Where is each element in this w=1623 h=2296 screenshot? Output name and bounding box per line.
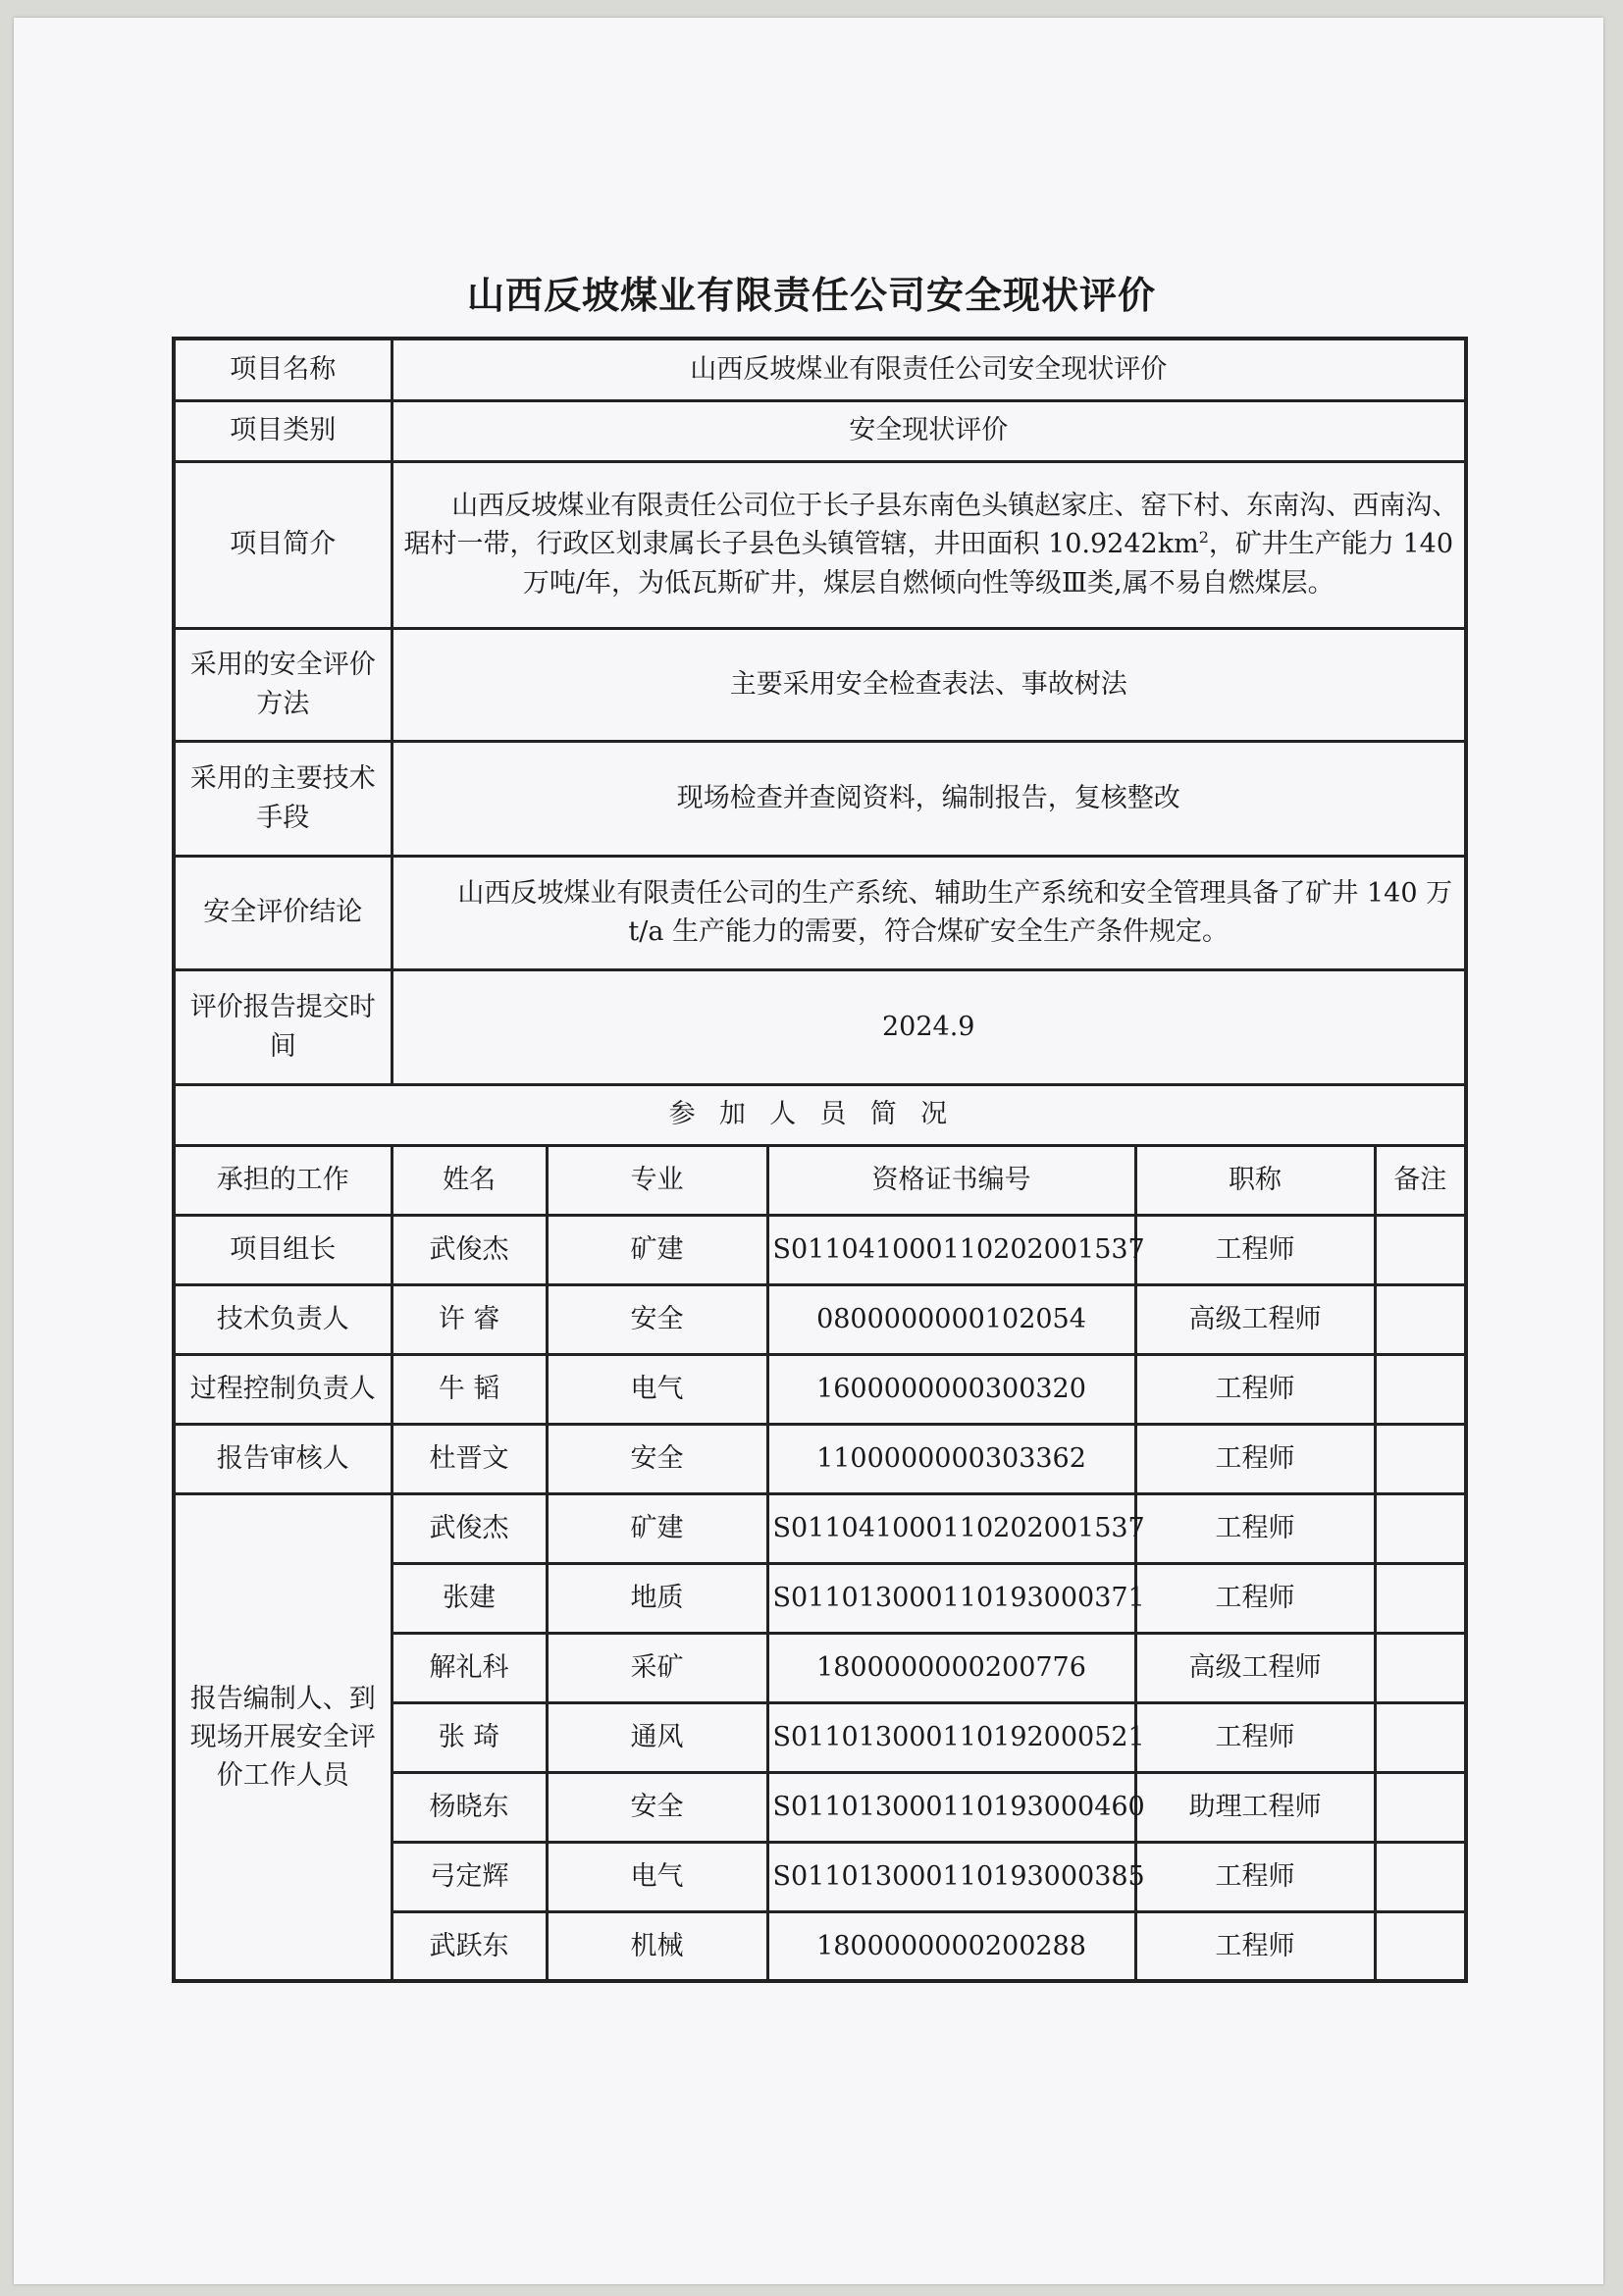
note-cell [1375, 1424, 1466, 1493]
project-type-label: 项目类别 [174, 400, 392, 461]
role-cell: 项目组长 [174, 1215, 392, 1284]
note-cell [1375, 1911, 1466, 1981]
row-project-summary [174, 461, 1466, 628]
header-note: 备注 [1375, 1145, 1466, 1215]
evaluation-table [172, 337, 1468, 1983]
major-cell: 矿建 [547, 1215, 767, 1284]
personnel-header-row [174, 1145, 1466, 1215]
note-cell [1375, 1563, 1466, 1633]
title-cell: 工程师 [1135, 1563, 1375, 1633]
note-cell [1375, 1702, 1466, 1772]
row-evaluation-conclusion [174, 856, 1466, 969]
major-cell: 机械 [547, 1911, 767, 1981]
major-cell: 地质 [547, 1563, 767, 1633]
project-summary-label: 项目简介 [174, 461, 392, 628]
header-major: 专业 [547, 1145, 767, 1215]
cert-cell: 1800000000200776 [767, 1633, 1135, 1702]
evaluation-conclusion-text: 山西反坡煤业有限责任公司的生产系统、辅助生产系统和安全管理具备了矿井 140 万 t/a 生产能力的需要，符合煤矿安全生产条件规定。 [392, 856, 1466, 969]
cert-cell: S011013000110192000521 [767, 1702, 1135, 1772]
major-cell: 安全 [547, 1284, 767, 1354]
title-cell: 工程师 [1135, 1424, 1375, 1493]
title-cell: 助理工程师 [1135, 1772, 1375, 1842]
major-cell: 电气 [547, 1842, 767, 1911]
row-technical-means [174, 741, 1466, 856]
cert-cell: 1800000000200288 [767, 1911, 1135, 1981]
note-cell [1375, 1284, 1466, 1354]
evaluation-method-label: 采用的安全评价方法 [174, 628, 392, 741]
name-cell: 牛 韬 [392, 1354, 547, 1424]
row-project-type [174, 400, 1466, 461]
title-cell: 工程师 [1135, 1354, 1375, 1424]
note-cell [1375, 1354, 1466, 1424]
row-personnel-section [174, 1084, 1466, 1145]
name-cell: 武跃东 [392, 1911, 547, 1981]
technical-means-value: 现场检查并查阅资料，编制报告，复核整改 [392, 741, 1466, 856]
name-cell: 杜晋文 [392, 1424, 547, 1493]
row-submission-date [174, 969, 1466, 1084]
summary-text-before: 山西反坡煤业有限责任公司位于长子县东南色头镇赵家庄、窑下村、东南沟、西南沟、琚村一带，行政区划隶属长子县色头镇管辖，井田面积 10.9242km [403, 491, 1459, 560]
note-cell [1375, 1842, 1466, 1911]
title-cell: 工程师 [1135, 1215, 1375, 1284]
note-cell [1375, 1215, 1466, 1284]
name-cell: 武俊杰 [392, 1493, 547, 1563]
cert-cell: 0800000000102054 [767, 1284, 1135, 1354]
cert-cell: 1600000000300320 [767, 1354, 1135, 1424]
major-cell: 安全 [547, 1424, 767, 1493]
table-row [174, 1354, 1466, 1424]
major-cell: 通风 [547, 1702, 767, 1772]
submission-date-label: 评价报告提交时间 [174, 969, 392, 1084]
header-title: 职称 [1135, 1145, 1375, 1215]
personnel-section-title: 参加人员简况 [174, 1084, 1466, 1145]
role-cell: 报告审核人 [174, 1424, 392, 1493]
evaluation-method-value: 主要采用安全检查表法、事故树法 [392, 628, 1466, 741]
cert-cell: 1100000000303362 [767, 1424, 1135, 1493]
table-row [174, 1215, 1466, 1284]
evaluation-conclusion-label: 安全评价结论 [174, 856, 392, 969]
role-cell: 技术负责人 [174, 1284, 392, 1354]
project-name-label: 项目名称 [174, 339, 392, 400]
cert-cell: S011013000110193000460 [767, 1772, 1135, 1842]
name-cell: 解礼科 [392, 1633, 547, 1702]
cert-cell: S011041000110202001537 [767, 1215, 1135, 1284]
cert-cell: S011013000110193000385 [767, 1842, 1135, 1911]
project-name-value: 山西反坡煤业有限责任公司安全现状评价 [392, 339, 1466, 400]
name-cell: 弓定辉 [392, 1842, 547, 1911]
cert-cell: S011041000110202001537 [767, 1493, 1135, 1563]
header-role: 承担的工作 [174, 1145, 392, 1215]
name-cell: 张 琦 [392, 1702, 547, 1772]
title-cell: 高级工程师 [1135, 1633, 1375, 1702]
note-cell [1375, 1633, 1466, 1702]
cert-cell: S011013000110193000371 [767, 1563, 1135, 1633]
page-title: 山西反坡煤业有限责任公司安全现状评价 [466, 273, 1156, 317]
technical-means-label: 采用的主要技术手段 [174, 741, 392, 856]
project-summary-text [392, 461, 1466, 628]
name-cell: 张建 [392, 1563, 547, 1633]
title-cell: 高级工程师 [1135, 1284, 1375, 1354]
major-cell: 电气 [547, 1354, 767, 1424]
table-row [174, 1493, 1466, 1563]
name-cell: 武俊杰 [392, 1215, 547, 1284]
project-type-value: 安全现状评价 [392, 400, 1466, 461]
summary-superscript: 2 [1198, 528, 1209, 548]
group-role-cell: 报告编制人、到现场开展安全评价工作人员 [174, 1493, 392, 1981]
row-project-name [174, 339, 1466, 400]
major-cell: 安全 [547, 1772, 767, 1842]
note-cell [1375, 1493, 1466, 1563]
role-cell: 过程控制负责人 [174, 1354, 392, 1424]
title-cell: 工程师 [1135, 1842, 1375, 1911]
summary-text-after: ，矿井生产能力 140 万吨/年，为低瓦斯矿井，煤层自燃倾向性等级Ⅲ类,属不易自燃煤层。 [522, 529, 1453, 599]
name-cell: 杨晓东 [392, 1772, 547, 1842]
title-cell: 工程师 [1135, 1702, 1375, 1772]
major-cell: 矿建 [547, 1493, 767, 1563]
major-cell: 采矿 [547, 1633, 767, 1702]
title-cell: 工程师 [1135, 1911, 1375, 1981]
note-cell [1375, 1772, 1466, 1842]
name-cell: 许 睿 [392, 1284, 547, 1354]
row-evaluation-method [174, 628, 1466, 741]
title-cell: 工程师 [1135, 1493, 1375, 1563]
header-name: 姓名 [392, 1145, 547, 1215]
table-row [174, 1424, 1466, 1493]
table-row [174, 1284, 1466, 1354]
submission-date-value: 2024.9 [392, 969, 1466, 1084]
header-cert: 资格证书编号 [767, 1145, 1135, 1215]
